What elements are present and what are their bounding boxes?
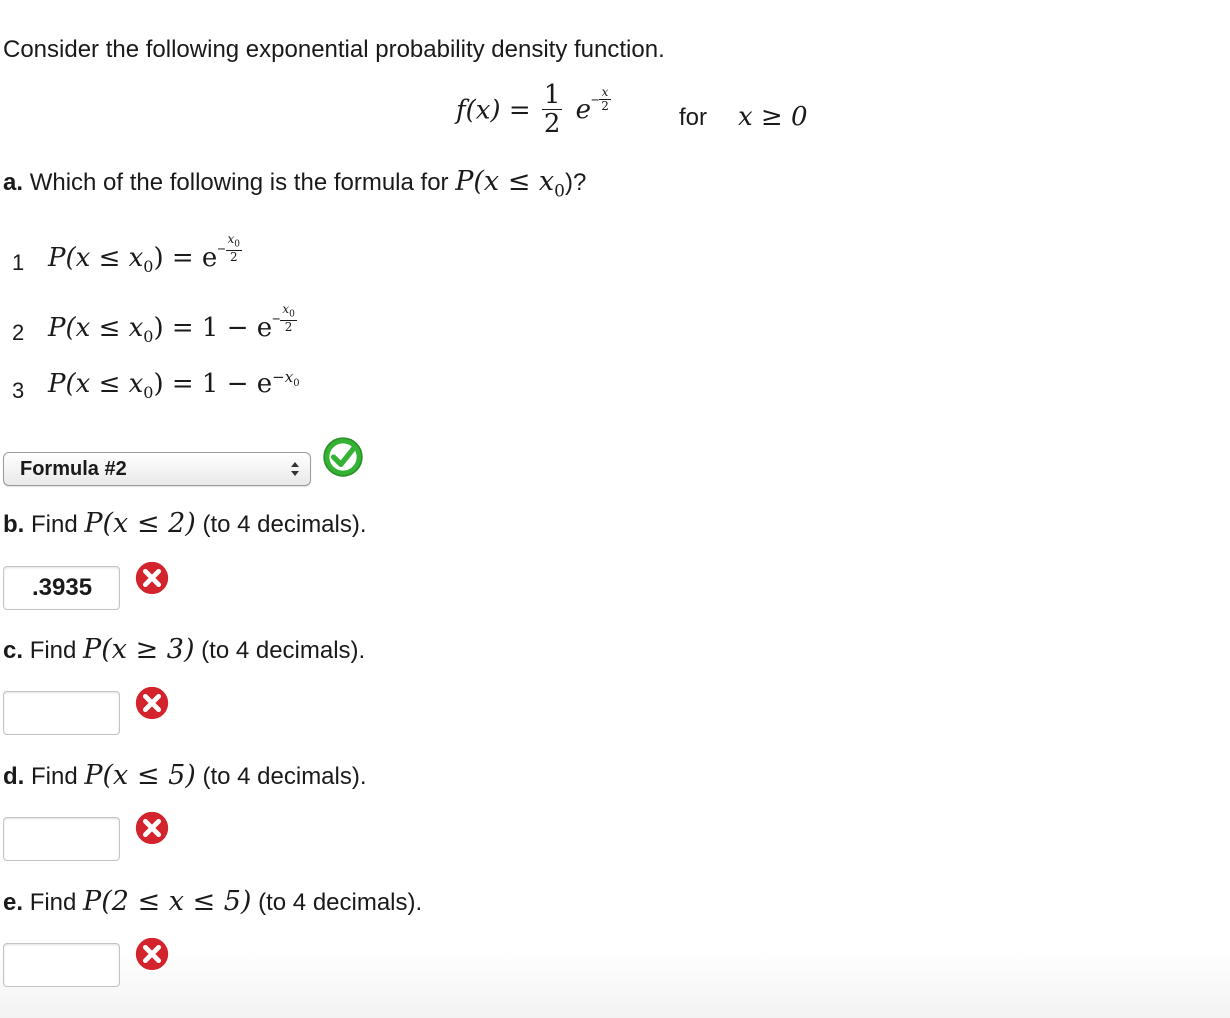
part-e-expr: P(2 ≤ x ≤ 5) <box>83 886 252 917</box>
part-a-question-text: Which of the following is the formula for <box>29 169 449 196</box>
part-e-prefix: e. <box>3 889 24 916</box>
option-1-exponent <box>217 233 242 264</box>
part-a-expr <box>455 166 565 202</box>
part-b-find: Find <box>31 511 78 538</box>
option-3-rhs: ) = 1 − e <box>153 369 273 399</box>
part-c-find: Find <box>29 637 77 664</box>
pdf-exponent <box>591 86 611 113</box>
part-d-find: Find <box>31 763 78 790</box>
page-background-fade <box>0 948 1230 1018</box>
part-e-question <box>3 886 422 917</box>
pdf-exp-frac <box>599 86 611 113</box>
option-1-exp-sign: − <box>217 240 226 257</box>
pdf-formula <box>456 82 611 139</box>
option-3-exp-main: −x <box>272 368 294 387</box>
incorrect-x-icon <box>133 809 171 847</box>
part-d-prefix: d. <box>3 763 25 790</box>
part-c-expr: P(x ≥ 3) <box>83 634 195 665</box>
incorrect-x-icon <box>133 935 171 973</box>
option-1-formula <box>48 228 242 276</box>
part-c-question <box>3 634 365 665</box>
formula-select-value: Formula #2 <box>20 458 127 480</box>
option-2-number: 2 <box>12 320 25 345</box>
option-3-number: 3 <box>12 378 25 403</box>
option-2-exp-frac <box>280 303 297 334</box>
option-2-lhs-sub: 0 <box>143 327 154 347</box>
part-a-prefix: a. <box>3 169 24 196</box>
correct-check-icon <box>322 436 364 478</box>
select-updown-icon <box>290 459 300 479</box>
part-e-find: Find <box>29 889 77 916</box>
pdf-coefficient <box>542 82 563 139</box>
part-a-expr-sub: 0 <box>554 181 565 202</box>
pdf-condition: x ≥ 0 <box>738 102 808 132</box>
pdf-coef-den: 2 <box>543 109 561 140</box>
option-3-lhs <box>48 369 273 403</box>
part-e-answer-input[interactable] <box>3 943 120 987</box>
part-d-answer-input[interactable] <box>3 817 120 861</box>
pdf-exp-num: x <box>599 86 611 100</box>
option-1-exp-num-main: x <box>227 231 235 246</box>
option-2-exp-num-main: x <box>282 301 290 316</box>
option-1-lhs-main: P(x ≤ x <box>48 243 144 273</box>
option-2-lhs <box>48 313 273 347</box>
pdf-for-word: for <box>679 104 708 131</box>
pdf-base: e <box>575 95 592 126</box>
pdf-lhs: f(x) = <box>456 95 531 126</box>
option-3-lhs-main: P(x ≤ x <box>48 369 144 399</box>
option-2-lhs-main: P(x ≤ x <box>48 313 144 343</box>
option-2-exp-num <box>280 303 297 321</box>
option-3-lhs-sub: 0 <box>143 383 154 403</box>
part-c-answer-input[interactable] <box>3 691 120 735</box>
part-a-question <box>3 166 586 201</box>
option-2-rhs: ) = 1 − e <box>153 313 273 343</box>
option-2-exponent <box>272 303 297 334</box>
pdf-exp-den: 2 <box>601 98 609 113</box>
part-c-prefix: c. <box>3 637 24 664</box>
option-1-lhs <box>48 243 218 277</box>
intro-text: Consider the following exponential probability density function. <box>3 36 665 63</box>
option-1-lhs-sub: 0 <box>143 257 154 277</box>
part-b-expr: P(x ≤ 2) <box>84 508 196 539</box>
part-a-close: )? <box>565 169 587 196</box>
option-3-exp-sub: 0 <box>293 378 300 390</box>
option-1-rhs: ) = e <box>153 243 218 273</box>
part-b-suffix: (to 4 decimals). <box>202 511 367 538</box>
part-b-question <box>3 508 367 539</box>
part-d-question <box>3 760 367 791</box>
pdf-exp-sign: − <box>591 91 600 108</box>
option-2-exp-den: 2 <box>284 319 293 334</box>
part-c-suffix: (to 4 decimals). <box>201 637 366 664</box>
incorrect-x-icon <box>133 684 171 722</box>
part-d-expr: P(x ≤ 5) <box>84 760 196 791</box>
part-a-expr-main: P(x ≤ x <box>455 166 555 197</box>
option-2-formula <box>48 298 297 346</box>
option-2-exp-sign: − <box>272 310 281 327</box>
option-1-exp-den: 2 <box>229 249 238 264</box>
option-1-exp-num <box>226 233 243 251</box>
part-d-suffix: (to 4 decimals). <box>202 763 367 790</box>
incorrect-x-icon <box>133 559 171 597</box>
option-3-exponent <box>272 368 300 390</box>
option-2-exp-num-sub: 0 <box>289 309 295 320</box>
part-b-prefix: b. <box>3 511 25 538</box>
option-1-number: 1 <box>12 250 25 275</box>
option-1-exp-num-sub: 0 <box>234 239 241 250</box>
option-3-formula <box>48 368 300 402</box>
option-1-exp-frac <box>226 233 243 264</box>
part-e-suffix: (to 4 decimals). <box>258 889 423 916</box>
formula-select[interactable] <box>3 452 311 486</box>
pdf-coef-num: 1 <box>543 80 561 110</box>
part-b-answer-input[interactable]: .3935 <box>3 566 120 610</box>
